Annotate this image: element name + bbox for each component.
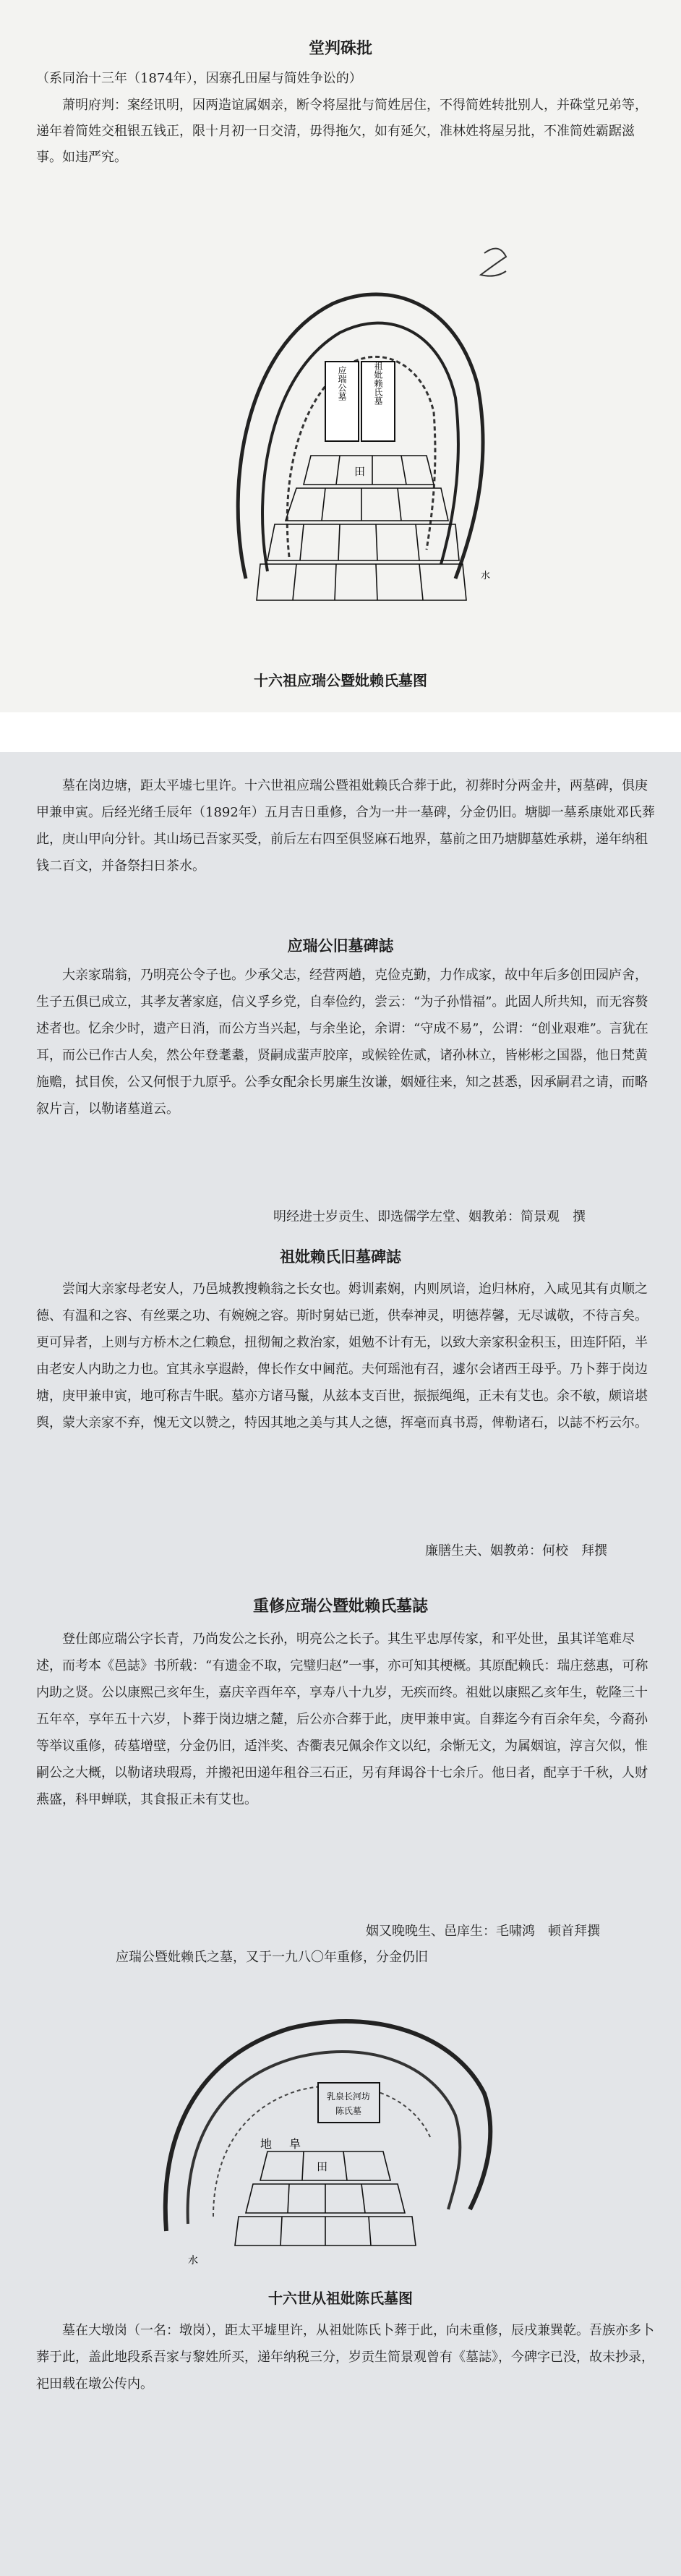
field-label: 田 — [354, 465, 366, 478]
shrine-box — [318, 2083, 380, 2123]
tomb-label-b: 祖妣赖氏墓 — [373, 362, 383, 405]
section-body-grandmother-stele: 尝闻大亲家母老安人，乃邑城教搜赖翁之长女也。姆训素娴，内则夙谙，迨归林府，入咸见其有贞顺之德、有温和之容、有丝粟之功、有婉婉之容。斯时舅姑已逝，供奉神灵，明德荐馨，无尽诚敬，不待言矣。更可异者，上则与方桥木之仁赖怠，扭彻匍之救治家，姐勉不计有无，以致大亲家积金积玉，田连阡陌，半由老安人内助之力也。宜其永享遐龄，俾长作女中阃范。夫何瑶池有召，遽尔会诸西王母乎。乃卜葬于岗边塘，庚甲兼申寅，地可称吉牛眠。墓亦方诸马鬣，从兹本支百世，振振绳绳，正未有艾也。余不敏，颇谙堪舆，蒙大亲家不弃，愧无文以赞之，特因其地之美与其人之德，挥毫而真书焉，俾勒诸石，以誌不朽云尔。 — [36, 1281, 648, 1430]
page-two — [0, 752, 681, 2576]
section-title-rebuild: 重修应瑞公暨妣赖氏墓誌 — [252, 1598, 428, 1616]
tomb-intro-text: 墓在岗边塘，距太平墟七里许。十六世祖应瑞公暨祖妣赖氏合葬于此，初葬时分两金井，两墓碑，俱庚甲兼申寅。后经光绪壬辰年（1892年）五月吉日重修，合为一井一墓碑，分金仍旧。塘脚一墓系康妣邓氏葬此，庚山甲向分针。其山场已吾家买受，前后左右四至俱竖麻石地界，墓前之田乃塘脚墓姓承耕，递年纳租钱二百文，并备祭扫日茶水。 — [36, 778, 655, 874]
page-title-judgment: 堂判硃批 — [308, 40, 372, 58]
judgment-body: 萧明府判：案经讯明，因两造谊属姻亲，断令将屋批与简姓居住，不得简姓转批别人，并硃堂兄弟等，递年着简姓交租银五钱正，限十月初一日交清，毋得拖欠，如有延欠，准林姓将屋另批，不准简姓霸踞滋事。如违严究。 — [36, 98, 648, 165]
tomb-outro-text: 墓在大墩岗（一名：墩岗），距太平墟里许，从祖妣陈氏卜葬于此，向未重修，辰戌兼巽乾。吾族亦多卜葬于此，盖此地段系吾家与黎姓所买，递年纳税三分，岁贡生简景观曾有《墓誌》，今碑字已没，故未抄录，祀田载在墩公传内。 — [36, 2323, 654, 2392]
shrine-label: 乳泉长河坊 — [326, 2091, 371, 2102]
tomb-map-two — [145, 1992, 506, 2282]
judgment-subtitle: （系同治十三年（1874年），因寨孔田屋与简姓争讼的） — [36, 71, 362, 86]
section-sign-rebuild: 姻又晚晚生、邑庠生：毛啸鸿 顿首拜撰 — [366, 1924, 600, 1939]
water-label-two: 水 — [188, 2255, 198, 2266]
section-title-grandmother-stele: 祖妣赖氏旧墓碑誌 — [280, 1248, 401, 1266]
map-caption-one: 十六祖应瑞公暨妣赖氏墓图 — [254, 672, 427, 689]
page-gap — [0, 712, 681, 752]
page-one — [0, 0, 681, 712]
map-caption-two: 十六世从祖妣陈氏墓图 — [268, 2290, 413, 2307]
section-body-rebuild: 登仕郎应瑞公字长青，乃尚发公之长孙，明亮公之长子。其生平忠厚传家，和平处世，虽其详笔难尽述，而考本《邑誌》书所载：“有遗金不取，完璧归赵”一事，亦可知其梗概。其原配赖氏：瑞庄慈惠，可称内助之贤。公以康熙己亥年生，嘉庆辛酉年卒，享寿八十九岁，无疾而终。祖妣以康熙乙亥年生，乾隆三十五年卒，享年五十六岁，卜葬于岗边塘之麓，后公亦合葬于此，庚甲兼申寅。自葬迄今有百余年矣，今裔孙等举议重修，砖墓增壁，分金仍旧，适泮奖、杏衢表兄佩余作文以纪，余惭无文，为属姻谊，淳言欠似，惟嗣公之大概，以勒诸玦瑕焉，并搬祀田递年租谷三石正，另有拜谒谷十七余斤。他日者，配享于千秋，人财燕盛，科甲蝉联，其食报正未有艾也。 — [36, 1632, 648, 1807]
section-sign-grandmother-stele: 廉膳生夫、姻教弟：何校 拜撰 — [425, 1543, 607, 1558]
edge-label: 水 — [481, 571, 491, 581]
hill-label-two: 阜 — [289, 2137, 301, 2151]
tomb-map-one — [217, 239, 521, 622]
land-label-two: 地 — [260, 2137, 273, 2151]
field-label-two: 田 — [317, 2160, 328, 2173]
section-body-old-stele: 大亲家瑞翁，乃明亮公令子也。少承父志，经营两趟，克俭克勤，力作成家，故中年后多创田园庐舍，生子五俱已成立，其孝友著家庭，信义孚乡党，自奉俭约，尝云：“为子孙惜福”。此固人所共知，而无容赘述者也。忆余少时，遗产日消，而公方当兴起，与余坐论，余谓：“守成不易”，公谓：“创业艰难”。言犹在耳，而公已作古人矣，然公年登耄耋，贤嗣成蜚声胶庠，或候铨佐贰，诸孙林立，皆彬彬之国器，他日梵黄施赡，拭目俟，公又何恨于九原乎。公季女配余长男廉生汝谦，姻娅往来，知之甚悉，因承嗣君之请，而略叙片言，以勒诸墓道云。 — [36, 968, 648, 1117]
section-title-old-stele: 应瑞公旧墓碑誌 — [287, 937, 394, 955]
rebuild-1980-note: 应瑞公暨妣赖氏之墓，又于一九八〇年重修，分金仍旧 — [116, 1950, 428, 1965]
section-sign-old-stele: 明经进士岁贡生、即选儒学左堂、姻教弟：简景观 撰 — [273, 1209, 586, 1224]
tomb-label-chen: 陈氏墓 — [335, 2106, 362, 2116]
tomb-label-a: 应瑞公墓 — [337, 366, 347, 401]
